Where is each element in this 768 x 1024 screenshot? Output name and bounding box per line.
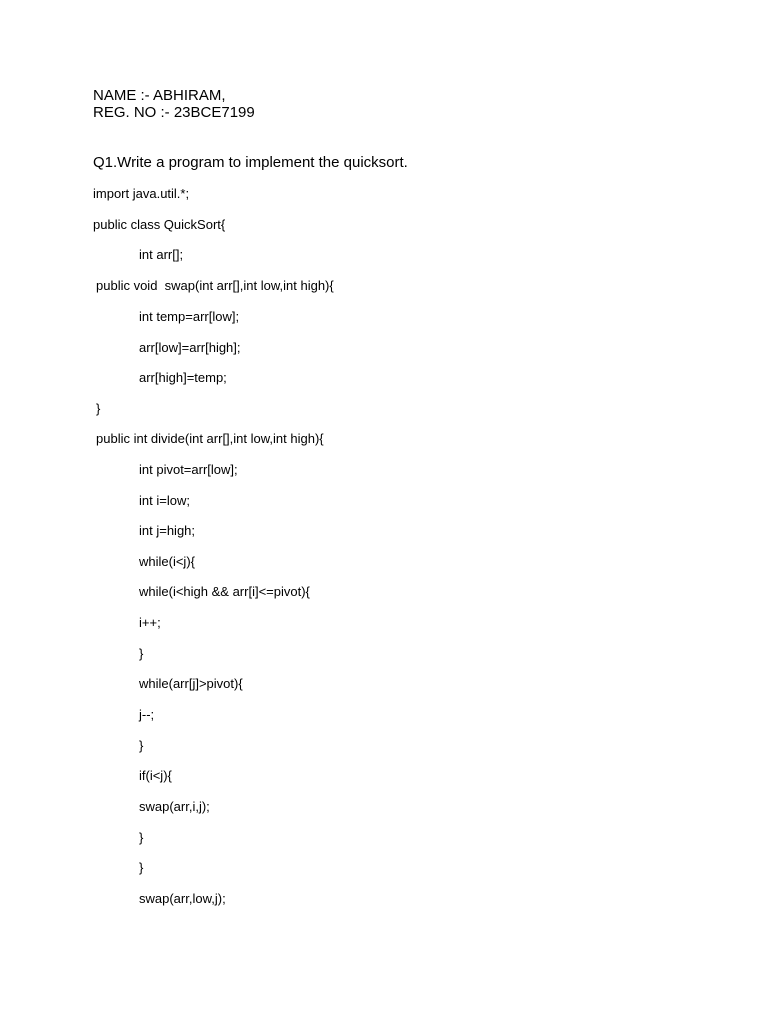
code-line: public class QuickSort{ [93,217,226,232]
code-line: while(i<j){ [139,554,195,569]
question-title: Q1.Write a program to implement the quicksort. [93,154,408,171]
code-line: while(arr[j]>pivot){ [139,676,243,691]
code-line: import java.util.*; [93,186,190,201]
code-line: int j=high; [139,523,196,538]
code-line: swap(arr,i,j); [139,799,210,814]
code-line: int arr[]; [139,247,184,262]
registration-number: REG. NO :- 23BCE7199 [93,104,255,121]
code-line: public void swap(int arr[],int low,int high){ [96,278,334,293]
code-line: } [96,401,101,416]
code-line: i++; [139,615,161,630]
code-line: j--; [139,707,155,722]
student-name: NAME :- ABHIRAM, [93,87,226,104]
code-line: while(i<high && arr[i]<=pivot){ [139,584,310,599]
code-line: if(i<j){ [139,768,172,783]
code-line: arr[low]=arr[high]; [139,340,241,355]
code-line: int pivot=arr[low]; [139,462,238,477]
code-line: int temp=arr[low]; [139,309,240,324]
code-line: } [139,738,144,753]
code-line: } [139,830,144,845]
code-line: int i=low; [139,493,190,508]
code-line: } [139,860,144,875]
code-line: arr[high]=temp; [139,370,227,385]
code-line: } [139,646,144,661]
code-line: swap(arr,low,j); [139,891,226,906]
code-line: public int divide(int arr[],int low,int high){ [96,431,324,446]
